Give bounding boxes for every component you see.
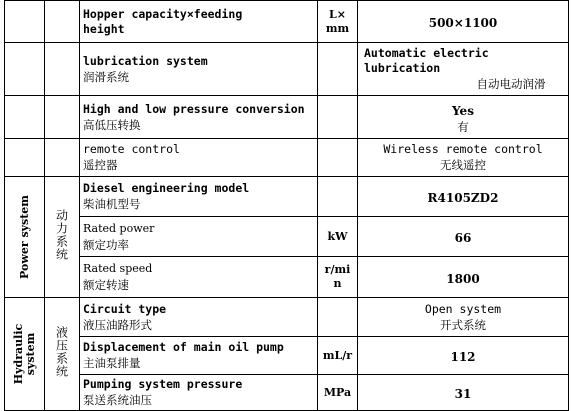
value-cn: 有	[457, 119, 469, 134]
table-row	[5, 177, 569, 217]
item-en: Displacement of main oil pump	[83, 340, 284, 354]
subcategory-cell-empty	[45, 1, 80, 43]
item-cn: 柴油机型号	[83, 197, 141, 211]
value-cell	[358, 217, 569, 257]
subcategory-hydraulic-label: 液压系统	[54, 326, 69, 378]
value-en: Automatic electric lubrication	[364, 46, 489, 75]
value: 500×1100	[428, 16, 498, 30]
item-en: lubrication system	[83, 53, 208, 68]
item-cell	[80, 257, 318, 298]
subcategory-power	[45, 177, 80, 298]
item-cell	[80, 1, 318, 43]
item-en: High and low pressure conversion	[83, 101, 305, 116]
value-cn: 自动电动润滑	[476, 77, 546, 91]
spec-table	[4, 0, 569, 411]
unit-cell	[318, 298, 358, 337]
value-cell	[358, 43, 569, 96]
item-cn: 润滑系统	[83, 69, 129, 84]
unit-cell: mL/r	[318, 337, 358, 375]
value: 66	[454, 231, 472, 245]
table-row	[5, 96, 569, 139]
value-en: Open system	[424, 301, 502, 316]
item-cn: 主油泵排量	[83, 356, 141, 370]
category-hydraulic-label: Hydraulic system	[11, 323, 37, 385]
unit-cell	[318, 43, 358, 96]
unit-cell: kW	[318, 217, 358, 257]
value-cell	[358, 337, 569, 375]
item-en: Diesel engineering model	[83, 181, 250, 195]
item-cell	[80, 177, 318, 217]
category-cell-empty	[5, 1, 45, 43]
value-cell	[358, 375, 569, 411]
value-en: Wireless remote control	[383, 142, 543, 156]
item-cell	[80, 337, 318, 375]
unit-cell: L× mm	[318, 1, 358, 43]
item-en: Rated power	[83, 221, 155, 235]
table-row	[5, 43, 569, 96]
unit-cell	[318, 139, 358, 177]
item-cell	[80, 217, 318, 257]
subcategory-hydraulic	[45, 298, 80, 411]
value: 112	[450, 350, 476, 364]
table-row	[5, 257, 569, 298]
unit-cell	[318, 96, 358, 139]
value-cell	[358, 1, 569, 43]
table-row	[5, 139, 569, 177]
table-row	[5, 217, 569, 257]
table-row	[5, 337, 569, 375]
item-cn: 遥控器	[83, 158, 118, 172]
unit-cell: r/mi n	[318, 257, 358, 298]
unit-cell	[318, 177, 358, 217]
category-power	[5, 177, 45, 298]
category-power-label: Power system	[17, 195, 31, 279]
value: R4105ZD2	[427, 191, 499, 205]
value-cell	[358, 298, 569, 337]
table-row	[5, 375, 569, 411]
table-row	[5, 298, 569, 337]
value-cell	[358, 139, 569, 177]
unit-cell: MPa	[318, 375, 358, 411]
item-cell	[80, 375, 318, 411]
item-cn: 额定转速	[83, 278, 129, 292]
item-cn: 高低压转换	[83, 117, 141, 132]
item-cell	[80, 96, 318, 139]
item-cell	[80, 139, 318, 177]
item-cn: 液压油路形式	[83, 317, 152, 332]
item-en: Circuit type	[83, 301, 167, 316]
item-en: Pumping system pressure	[83, 377, 243, 391]
category-hydraulic	[5, 298, 45, 411]
value-cell	[358, 257, 569, 298]
value-cell	[358, 96, 569, 139]
item-cn: 泵送系统油压	[83, 393, 152, 407]
table-row	[5, 1, 569, 43]
value: 31	[454, 387, 472, 401]
subcategory-power-label: 动力系统	[54, 209, 69, 261]
item-en: Rated speed	[83, 262, 153, 275]
item-cn: 额定功率	[83, 237, 129, 252]
value-cell	[358, 177, 569, 217]
value-cn: 无线遥控	[440, 158, 486, 172]
value-en: Yes	[452, 103, 474, 118]
value: 1800	[446, 271, 480, 286]
value-cn: 开式系统	[440, 317, 486, 332]
item-en: Hopper capacity×feeding height	[83, 6, 243, 36]
item-en: remote control	[83, 142, 180, 156]
item-cell	[80, 43, 318, 96]
item-cell	[80, 298, 318, 337]
